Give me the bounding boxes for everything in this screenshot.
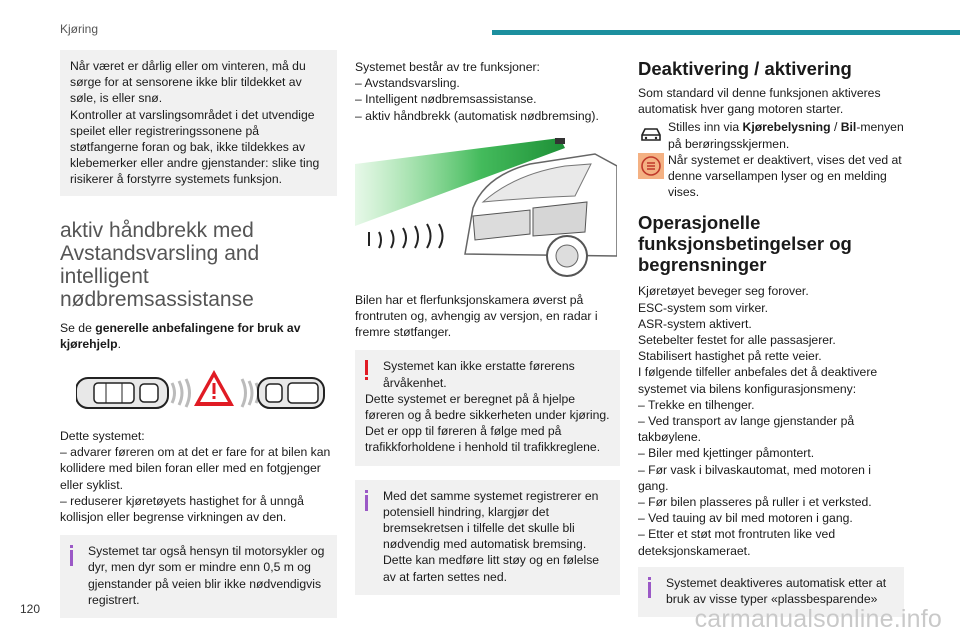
condition-5: Stabilisert hastighet på rette veier. [638,349,822,364]
warning-text-1: Systemet kan ikke erstatte førerens årvåkenhet. [383,359,575,390]
header-accent-bar [492,30,960,35]
deactivation-text: Som standard vil denne funksjonen aktiveres automatisk hver gang motoren starter. [638,86,881,117]
case-3: – Biler med kjettinger påmontert. [638,446,815,461]
warning-lamp-instruction [638,152,904,201]
condition-4: Setebelter festet for alle passasjerer. [638,333,836,348]
brake-warning-lamp-icon [638,153,664,179]
system-item-1: – advarer føreren om at det er fare for at bilen kan kollidere med bilen foran eller med en fotgjenger eller syklist. [60,445,331,492]
motorcycle-note-text: Systemet tar også hensyn til motorsykler og dyr, men dyr som er mindre enn 0,5 m og gjenstander på veien blir ikke nødvendigvis registrert. [88,544,325,607]
condition-6: I følgende tilfeller anbefales det å deaktivere systemet via bilens konfigurasjonsmeny: [638,365,878,396]
warning-text-2: Dette systemet er beregnet på å hjelpe føreren og å bedre sikkerheten under kjøring. Det er opp til føreren å følge med på trafikkforholdene i henhold til trafikkreglene. [365,391,610,455]
see-recommendations: Se de generelle anbefalingene for bruk av kjørehjelp. [60,320,301,351]
camera-illustration [355,136,617,284]
case-2: – Ved transport av lange gjenstander på takbøylene. [638,414,855,445]
function-1: – Avstandsvarsling. [355,76,460,91]
car-front-camera-illustration [355,136,617,284]
functions-intro: Systemet består av tre funksjoner: [355,60,540,74]
car-collision-illustration [76,366,326,418]
conditions-list [638,283,904,558]
system-item-2: – reduserer kjøretøyets hastighet for å unngå kollisjon eller begrense virkningen av den. [60,493,304,525]
section-heading: aktiv håndbrekk med Avstandsvarsling and intelligent nødbremsassistanse [60,218,260,311]
condition-3: ASR-system aktivert. [638,316,752,331]
recommendations-link: generelle anbefalingene for bruk av kjørehjelp [60,320,301,351]
page-number: 120 [20,602,41,616]
motorcycle-note-box [60,535,337,618]
case-1: – Trekke en tilhenger. [638,397,755,412]
info-icon [363,490,371,511]
menu-vehicle: Bil [840,120,857,135]
info-icon [646,577,654,598]
auto-deactivation-text: Systemet deaktiveres automatisk etter at bruk av visse typer «plassbesparende» [666,575,887,607]
condition-1: Kjøretøyet beveger seg forover. [638,284,809,299]
case-4: – Før vask i bilvaskautomat, med motoren i gang. [638,462,871,493]
middle-column [355,59,620,595]
intro-text-2: Kontroller at varslingsområdet i det utvendige speilet eller registreringssonene på støtfangerne foran og bak, ikke tildekkes av klebemerker eller andre gjenstander: slike ting risikerer å forstyrre systemets funksjon. [70,107,320,187]
system-intro: Dette systemet: [60,429,145,444]
section-title: Kjøring [60,22,99,36]
settings-text: Stilles inn via Kjørebelysning / Bil-menyen på berøringsskjermen. [668,120,904,151]
watermark: carmanualsonline.info [694,605,942,633]
right-column [638,58,904,617]
function-3: – aktiv håndbrekk (automatisk nødbremsing). [355,108,599,123]
info-icon [68,545,76,566]
deactivation-heading: Deaktivering / aktivering [638,58,852,79]
case-7: – Etter et støt mot frontruten like ved deteksjonskameraet. [638,527,836,558]
camera-text: Bilen har et flerfunksjonskamera øverst på frontruten og, avhengig av versjon, en radar i fremre støtfanger. [355,292,598,340]
car-settings-icon [638,120,664,146]
warning-icon [363,360,371,380]
warning-lamp-text: Når systemet er deaktivert, vises det ved at denne varsellampen lyser og en melding vises. [668,152,902,200]
weather-info-box [60,50,337,196]
collision-diagram [76,366,326,418]
brake-note-text: Med det samme systemet registrerer en potensiell hindring, klargjør det bremsekretsen i tilfelle det skulle bli nødvendig med automatisk bremsing. Dette kan medføre litt støy og en følelse av at farten settes ned. [383,488,600,584]
brake-note-box [355,480,620,595]
case-6: – Ved tauing av bil med motoren i gang. [638,511,853,526]
case-5: – Før bilen plasseres på ruller i et verksted. [638,495,872,510]
operational-heading: Operasjonelle funksjonsbetingelser og begrensninger [638,212,852,276]
warning-box [355,350,620,465]
intro-text-1: Når været er dårlig eller om vinteren, må du sørge for at sensorene ikke blir tildekket av søle, is eller snø. [70,59,306,106]
settings-instruction [638,119,904,151]
menu-lighting: Kjørebelysning [742,120,831,135]
condition-2: ESC-system som virker. [638,300,769,315]
function-2: – Intelligent nødbremsassistanse. [355,92,537,107]
left-column [60,50,337,618]
